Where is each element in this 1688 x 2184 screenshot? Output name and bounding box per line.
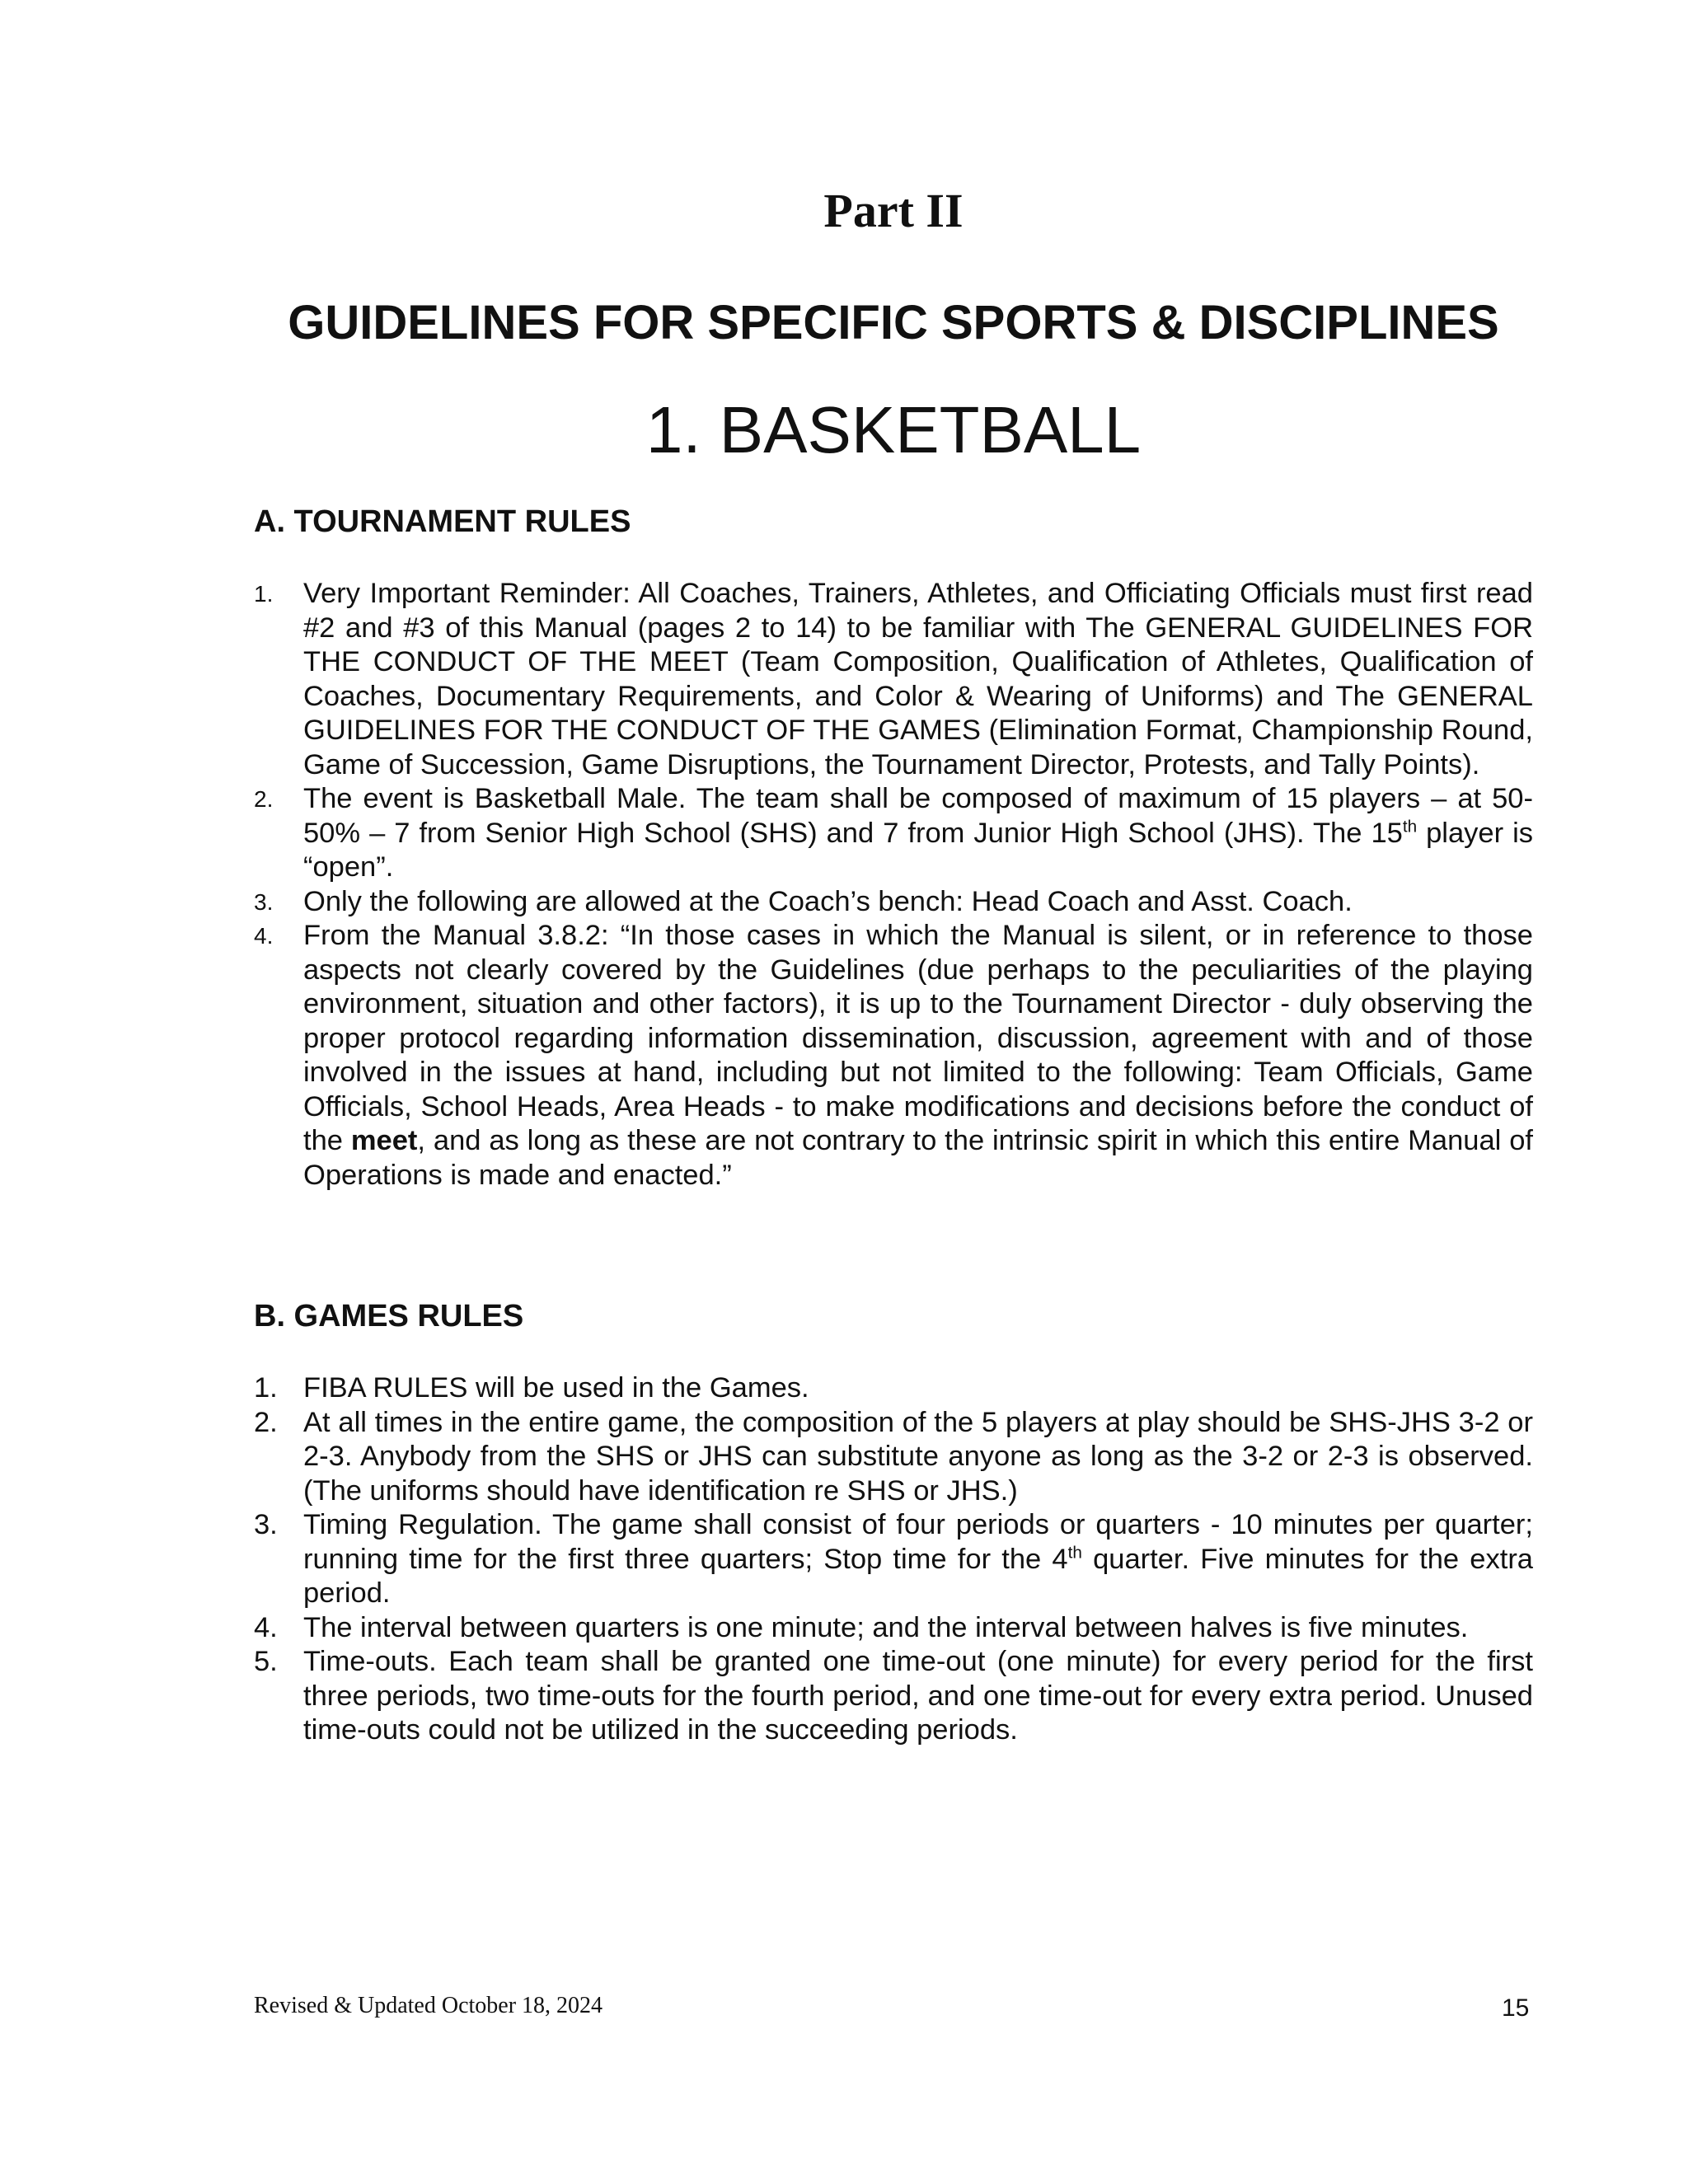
list-item-text-continued: quarter. Five minutes for the extra period. [303,1543,1533,1609]
list-item-number: 5. [254,1646,278,1677]
list-item-number: 1. [254,581,274,607]
list-item-text: Only the following are allowed at the Coach’s bench: Head Coach and Asst. Coach. [303,885,1353,917]
list-item-text: Time-outs. Each team shall be granted one time-out (one minute) for every period for the first three periods, two time-outs for the fourth period, and one time-out for every extra period. Unused time-outs could not be utilized in the succeeding periods. [303,1646,1533,1746]
list-item [254,577,1533,782]
list-item-text: From the Manual 3.8.2: “In those cases in which the Manual is silent, or in reference to those aspects not clearly covered by the Guidelines (due perhaps to the peculiarities of the playing environment, situation and other factors), it is up to the Tournament Director - duly observing the proper protocol regarding information dissemination, discussion, agreement with and of those involved in the issues at hand, including but not limited to the following: Team Officials, Game Officials, School Heads, Area Heads - to make modifications and decisions before the conduct of the [303,920,1533,1156]
games-rules-list [254,1371,1533,1748]
revision-date: Revised & Updated October 18, 2024 [254,1993,603,2018]
ordinal-suffix: th [1402,817,1418,836]
list-item-number: 4. [254,923,274,949]
list-item [254,1406,1533,1509]
list-item [254,919,1533,1193]
list-item-text: At all times in the entire game, the composition of the 5 players at play should be SHS-JHS 3-2 or 2-3. Anybody from the SHS or JHS can substitute anyone as long as the 3-2 or 2-3 is observed. (The uniforms should have identification re SHS or JHS.) [303,1406,1533,1507]
main-title: GUIDELINES FOR SPECIFIC SPORTS & DISCIPLINES [288,296,1499,349]
list-item-text-continued: , and as long as these are not contrary to the intrinsic spirit in which this entire Manual of Operations is made and enacted.” [303,1125,1533,1191]
list-item-text-continued: player is “open”. [303,817,1534,883]
list-item [254,1508,1533,1611]
list-item-text: FIBA RULES will be used in the Games. [303,1372,809,1404]
list-item-number: 3. [254,1509,278,1540]
list-item [254,1611,1533,1646]
list-item-number: 2. [254,1406,278,1438]
tournament-rules-list [254,577,1533,1193]
list-item-text: The interval between quarters is one minute; and the interval between halves is five minutes. [303,1611,1469,1643]
list-item-text: Very Important Reminder: All Coaches, Trainers, Athletes, and Officiating Officials must first read #2 and #3 of this Manual (pages 2 to 14) to be familiar with The GENERAL GUIDELINES FOR THE CONDUCT OF THE MEET (Team Composition, Qualification of Athletes, Qualification of Coaches, Documentary Requirements, and Color & Wearing of Uniforms) and The GENERAL GUIDELINES FOR THE CONDUCT OF THE GAMES (Elimination Format, Championship Round, Game of Succession, Game Disruptions, the Tournament Director, Protests, and Tally Points). [303,578,1533,780]
section-a-heading: A. TOURNAMENT RULES [254,504,631,539]
section-b-heading: B. GAMES RULES [254,1299,524,1333]
bold-word: meet [350,1125,418,1156]
sport-title: 1. BASKETBALL [645,393,1142,466]
part-title: Part II [823,184,964,237]
list-item-number: 2. [254,786,274,812]
list-item-number: 1. [254,1372,278,1404]
ordinal-suffix: th [1067,1543,1082,1562]
list-item [254,1371,1533,1406]
page-number: 15 [1502,1994,1530,2022]
list-item-text: The event is Basketball Male. The team shall be composed of maximum of 15 players – at 50-50% – 7 from Senior High School (SHS) and 7 from Junior High School (JHS). The 15 [303,783,1533,849]
list-item-number: 3. [254,888,274,915]
list-item-text: Timing Regulation. The game shall consist of four periods or quarters - 10 minutes per quarter; running time for the first three quarters; Stop time for the 4 [303,1509,1533,1575]
list-item-number: 4. [254,1611,278,1643]
list-item [254,885,1533,920]
list-item [254,782,1533,885]
list-item [254,1645,1533,1748]
